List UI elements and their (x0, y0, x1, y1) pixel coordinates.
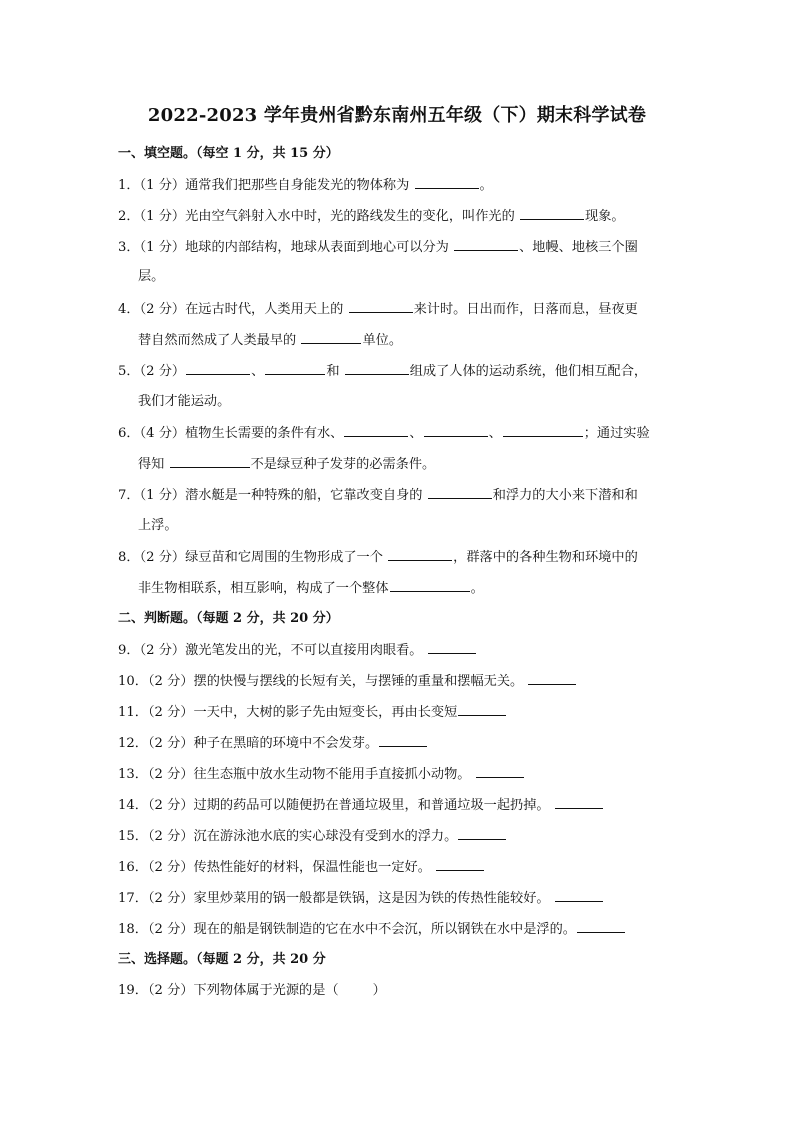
answer-blank[interactable] (476, 765, 524, 778)
answer-blank[interactable] (301, 331, 361, 344)
question-8-cont: 非生物相联系，相互影响，构成了一个整体 。 (138, 581, 484, 596)
question-17: 17．（2 分）家里炒菜用的锅一般都是铁锅，这是因为铁的传热性能较好。 (118, 889, 678, 908)
answer-blank[interactable] (349, 300, 413, 313)
question-12: 12．（2 分）种子在黑暗的环境中不会发芽。 (118, 734, 678, 753)
answer-blank[interactable] (379, 734, 427, 747)
question-7-cont: 上浮。 (138, 518, 178, 533)
answer-blank[interactable] (503, 424, 583, 437)
question-3: 3．（1 分）地球的内部结构，地球从表面到地心可以分为 、地幔、地核三个圈 (118, 240, 638, 255)
question-13: 13．（2 分）往生态瓶中放水生动物不能用手直接抓小动物。 (118, 765, 678, 784)
answer-blank[interactable] (424, 424, 488, 437)
question-11: 11．（2 分）一天中，大树的影子先由短变长，再由长变短 (118, 703, 678, 722)
question-6: 6．（4 分）植物生长需要的条件有水、 、 、 ；通过实验 (118, 426, 650, 441)
answer-blank[interactable] (170, 455, 250, 468)
answer-blank[interactable] (458, 703, 506, 716)
question-9: 9．（2 分）激光笔发出的光，不可以直接用肉眼看。 (118, 641, 678, 660)
question-2: 2．（1 分）光由空气斜射入水中时，光的路线发生的变化，叫作光的 现象。 (118, 209, 625, 224)
section-heading-fill: 一、填空题。（每空 1 分，共 15 分） (118, 146, 339, 161)
question-7: 7．（1 分）潜水艇是一种特殊的船，它靠改变自身的 和浮力的大小来下潜和和 (118, 488, 638, 503)
answer-blank[interactable] (458, 827, 506, 840)
section-heading-judge: 二、判断题。（每题 2 分，共 20 分） (118, 611, 339, 626)
question-19: 19．（2 分）下列物体属于光源的是（ ） (118, 983, 386, 998)
page-title: 2022-2023 学年贵州省黔东南州五年级（下）期末科学试卷 (147, 105, 647, 126)
question-4-cont: 替自然而然成了人类最早的 单位。 (138, 333, 403, 348)
answer-blank[interactable] (415, 176, 479, 189)
answer-blank[interactable] (454, 238, 518, 251)
question-14: 14．（2 分）过期的药品可以随便扔在普通垃圾里，和普通垃圾一起扔掉。 (118, 796, 678, 815)
answer-blank[interactable] (428, 641, 476, 654)
question-6-cont: 得知 不是绿豆种子发芽的必需条件。 (138, 457, 436, 472)
answer-blank[interactable] (388, 548, 452, 561)
question-1: 1．（1 分）通常我们把那些自身能发光的物体称为 。 (118, 178, 493, 193)
question-8: 8．（2 分）绿豆苗和它周围的生物形成了一个 ，群落中的各种生物和环境中的 (118, 550, 638, 565)
answer-blank[interactable] (436, 858, 484, 871)
section-heading-choice: 三、选择题。（每题 2 分，共 20 分 (118, 952, 326, 967)
answer-blank[interactable] (390, 579, 470, 592)
question-5-cont: 我们才能运动。 (138, 394, 231, 409)
answer-blank[interactable] (344, 424, 408, 437)
answer-blank[interactable] (555, 796, 603, 809)
question-18: 18．（2 分）现在的船是钢铁制造的它在水中不会沉，所以钢铁在水中是浮的。 (118, 920, 678, 939)
answer-blank[interactable] (520, 207, 584, 220)
question-10: 10．（2 分）摆的快慢与摆线的长短有关，与摆锤的重量和摆幅无关。 (118, 672, 678, 691)
answer-blank[interactable] (528, 672, 576, 685)
answer-blank[interactable] (577, 920, 625, 933)
question-16: 16．（2 分）传热性能好的材料，保温性能也一定好。 (118, 858, 678, 877)
answer-blank[interactable] (186, 362, 250, 375)
question-3-cont: 层。 (138, 269, 165, 284)
answer-blank[interactable] (428, 486, 492, 499)
question-4: 4．（2 分）在远古时代，人类用天上的 来计时。日出而作，日落而息，昼夜更 (118, 302, 638, 317)
answer-blank[interactable] (555, 889, 603, 902)
question-15: 15．（2 分）沉在游泳池水底的实心球没有受到水的浮力。 (118, 827, 678, 846)
answer-blank[interactable] (345, 362, 409, 375)
question-5: 5．（2 分） 、 和 组成了人体的运动系统，他们相互配合， (118, 364, 648, 379)
answer-blank[interactable] (265, 362, 325, 375)
